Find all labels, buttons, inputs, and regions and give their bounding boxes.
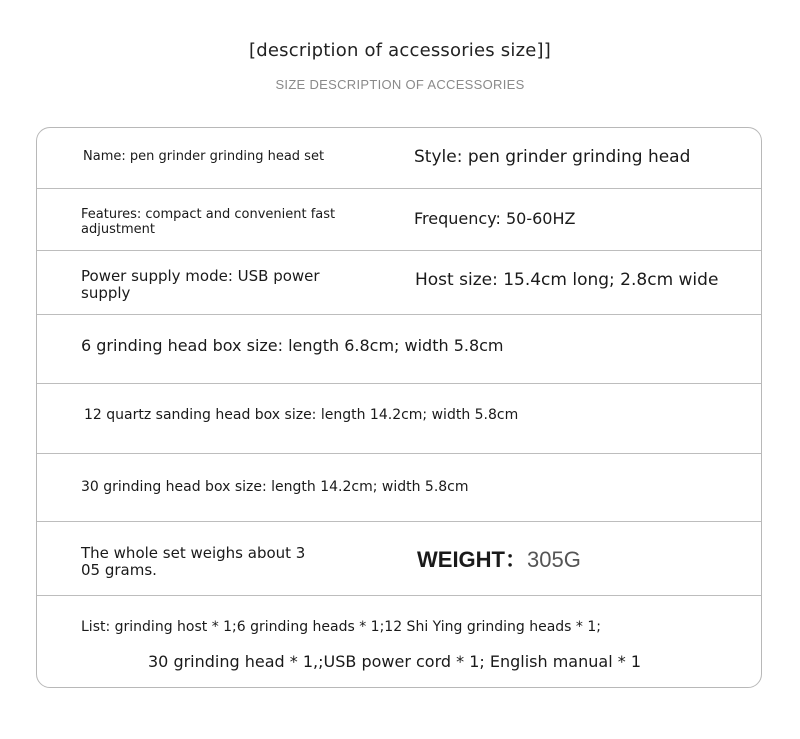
table-row [37, 454, 761, 522]
weight-cell [417, 547, 581, 573]
six-head-box-cell: 6 grinding head box size: length 6.8cm; width 5.8cm [81, 336, 504, 355]
power-line-1: Power supply mode: USB power [81, 267, 320, 285]
features-line-2: adjustment [81, 221, 155, 237]
page-subtitle: SIZE DESCRIPTION OF ACCESSORIES [275, 77, 525, 92]
spec-table [36, 127, 762, 688]
twelve-head-box-cell: 12 quartz sanding head box size: length 14.2cm; width 5.8cm [84, 407, 519, 423]
thirty-head-box-cell: 30 grinding head box size: length 14.2cm; width 5.8cm [81, 479, 469, 495]
table-row [37, 251, 761, 315]
table-row [37, 384, 761, 454]
features-cell [81, 208, 335, 238]
table-row [37, 522, 761, 596]
table-row [37, 315, 761, 384]
power-line-2: supply [81, 284, 131, 303]
table-row [37, 189, 761, 251]
power-supply-cell [81, 268, 320, 303]
table-row [37, 128, 761, 189]
features-line-1: Features: compact and convenient fast [81, 207, 336, 222]
page-title: [description of accessories size]] [249, 40, 551, 61]
weight-label: WEIGHT： [417, 547, 527, 572]
host-size-cell: Host size: 15.4cm long; 2.8cm wide [415, 270, 719, 290]
weight-note-line-1: The whole set weighs about 3 [81, 544, 306, 562]
weight-note-line-2: 05 grams. [81, 561, 157, 580]
table-row [37, 596, 761, 688]
frequency-cell: Frequency: 50-60HZ [414, 209, 576, 228]
weight-value: 305G [527, 547, 581, 572]
weight-note-cell [81, 545, 305, 580]
style-cell: Style: pen grinder grinding head [414, 147, 691, 167]
list-line-2: 30 grinding head * 1,;USB power cord * 1; English manual * 1 [148, 652, 641, 671]
list-line-1: List: grinding host * 1;6 grinding heads * 1;12 Shi Ying grinding heads * 1; [81, 619, 601, 635]
name-cell: Name: pen grinder grinding head set [83, 149, 325, 164]
